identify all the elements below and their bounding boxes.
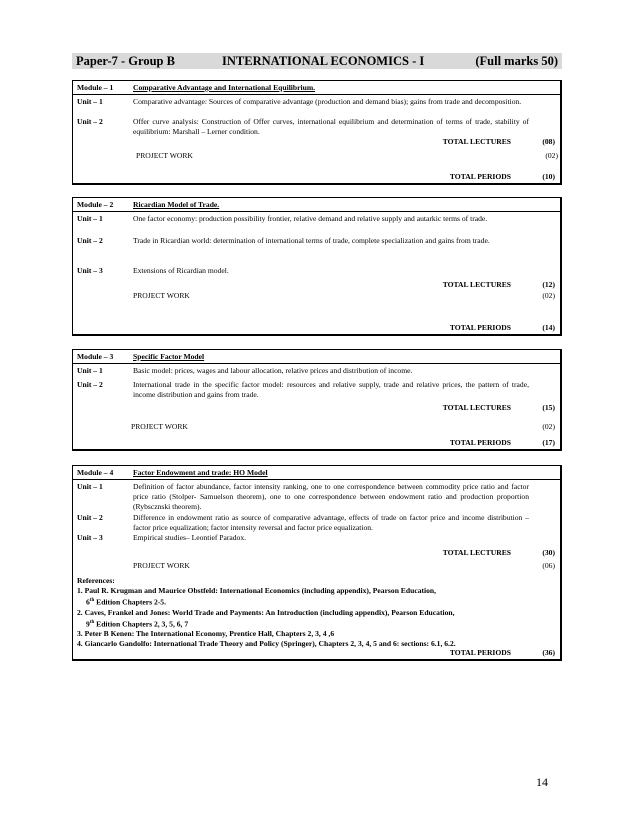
project-work-value: (02) — [545, 151, 558, 160]
edition-chapters: Edition Chapters 2-5. — [94, 597, 166, 607]
unit-code: Unit – 2 — [77, 380, 103, 389]
unit-code: Unit – 2 — [77, 117, 103, 126]
paper-title: INTERNATIONAL ECONOMICS - I — [222, 54, 425, 68]
unit-text: Offer curve analysis: Construction of Offer curves, international equilibrium and determination of terms of trade, stability of equilibrium: Marshall – Lerner condition. — [133, 117, 529, 136]
paper-group: Paper-7 - Group B — [76, 54, 175, 68]
project-work-label: PROJECT WORK — [131, 422, 188, 431]
total-lectures-label: TOTAL LECTURES — [442, 403, 511, 412]
references-heading: References: — [77, 576, 115, 585]
module-code: Module – 4 — [77, 468, 114, 477]
unit-code: Unit – 1 — [77, 366, 103, 375]
paper-header — [72, 53, 562, 69]
reference-1-cont — [77, 596, 547, 608]
reference-2-cont — [77, 618, 547, 630]
module-header — [73, 198, 560, 212]
module-header — [73, 466, 560, 480]
module-header — [73, 350, 560, 364]
total-lectures-value: (12) — [542, 280, 555, 289]
edition-suffix: th — [89, 619, 95, 625]
reference-3: 3. Peter B Kenen: The International Economy, Prentice Hall, Chapters 2, 3, 4 ,6 — [77, 629, 335, 639]
unit-text: Definition of factor abundance, factor intensity ranking, one to one correspondence between commodity price ratio and factor price ratio (Stolper- Samuelson theorem), one to one correspondence between endowment ratio and production proportion (Rybscznski theorem). — [133, 482, 529, 511]
unit-code: Unit – 2 — [77, 236, 103, 245]
project-work-label: PROJECT WORK — [133, 561, 190, 570]
edition-chapters: Edition Chapters 2, 3, 5, 6, 7 — [94, 619, 189, 629]
total-lectures-value: (15) — [542, 403, 555, 412]
module-title: Factor Endowment and trade: HO Model — [133, 468, 268, 477]
project-work-label: PROJECT WORK — [136, 151, 193, 160]
unit-code: Unit – 3 — [77, 533, 103, 542]
total-periods-value: (17) — [542, 438, 555, 447]
unit-text: Difference in endowment ratio as source of comparative advantage, effects of trade on factor price and income distribution – factor price equalization; factor intensity reversal and factor price equalization. — [133, 513, 529, 532]
total-periods-value: (10) — [542, 172, 555, 181]
total-periods-value: (36) — [542, 648, 555, 657]
total-lectures-label: TOTAL LECTURES — [442, 137, 511, 146]
module-code: Module – 2 — [77, 200, 114, 209]
total-periods-label: TOTAL PERIODS — [449, 172, 511, 181]
module-title: Specific Factor Model — [133, 352, 205, 361]
total-lectures-value: (30) — [542, 548, 555, 557]
unit-code: Unit – 3 — [77, 266, 103, 275]
module-3 — [72, 349, 562, 451]
module-1 — [72, 80, 562, 185]
project-work-value: (02) — [542, 422, 555, 431]
unit-text: International trade in the specific factor model: resources and relative supply, trade and relative prices, the pattern of trade, income distribution and gains from trade. — [133, 380, 529, 399]
edition-number: 6 — [86, 597, 90, 607]
edition-suffix: th — [89, 598, 95, 603]
module-header — [73, 81, 560, 95]
references — [77, 576, 547, 649]
total-periods-label: TOTAL PERIODS — [449, 323, 511, 332]
total-lectures-value: (08) — [542, 137, 555, 146]
module-title: Comparative Advantage and International Equilibrium. — [133, 83, 316, 92]
unit-code: Unit – 1 — [77, 214, 103, 223]
reference-4: 4. Giancarlo Gandolfo: International Trade Theory and Policy (Springer), Chapters 2, 3, 4, 5 and 6: sections: 6.1, 6.2. — [77, 639, 456, 649]
unit-text: Basic model: prices, wages and labour allocation, relative prices and distribution of income. — [133, 366, 413, 375]
unit-text: One factor economy: production possibility frontier, relative demand and relative supply and autarkic terms of trade. — [133, 214, 488, 223]
module-2 — [72, 197, 562, 336]
unit-code: Unit – 2 — [77, 513, 103, 522]
total-periods-value: (14) — [542, 323, 555, 332]
unit-code: Unit – 1 — [77, 97, 103, 106]
module-title: Ricardian Model of Trade. — [133, 200, 220, 209]
total-periods-label: TOTAL PERIODS — [449, 648, 511, 657]
project-work-label: PROJECT WORK — [133, 291, 190, 300]
unit-text: Empirical studies– Leontief Paradox. — [133, 533, 247, 542]
unit-text: Extensions of Ricardian model. — [133, 266, 229, 275]
module-code: Module – 3 — [77, 352, 114, 361]
total-periods-label: TOTAL PERIODS — [449, 438, 511, 447]
unit-text: Comparative advantage: Sources of comparative advantage (production and demand bias); gains from trade and decomposition. — [133, 97, 522, 106]
reference-2: 2. Caves, Frankel and Jones: World Trade and Payments: An Introduction (including appendix), Pearson Education, — [77, 607, 455, 617]
total-lectures-label: TOTAL LECTURES — [442, 548, 511, 557]
page-number: 14 — [536, 775, 548, 789]
module-code: Module – 1 — [77, 83, 114, 92]
unit-code: Unit – 1 — [77, 482, 103, 491]
total-lectures-label: TOTAL LECTURES — [442, 280, 511, 289]
edition-number: 9 — [86, 619, 90, 629]
project-work-value: (02) — [542, 291, 555, 300]
unit-text: Trade in Ricardian world: determination of international terms of trade, complete specialization and gains from trade. — [133, 236, 490, 245]
full-marks: (Full marks 50) — [475, 54, 558, 68]
project-work-value: (06) — [542, 561, 555, 570]
module-4 — [72, 465, 562, 661]
reference-1: 1. Paul R. Krugman and Maurice Obstfeld: International Economics (including appendix), Pearson Education, — [77, 586, 437, 595]
